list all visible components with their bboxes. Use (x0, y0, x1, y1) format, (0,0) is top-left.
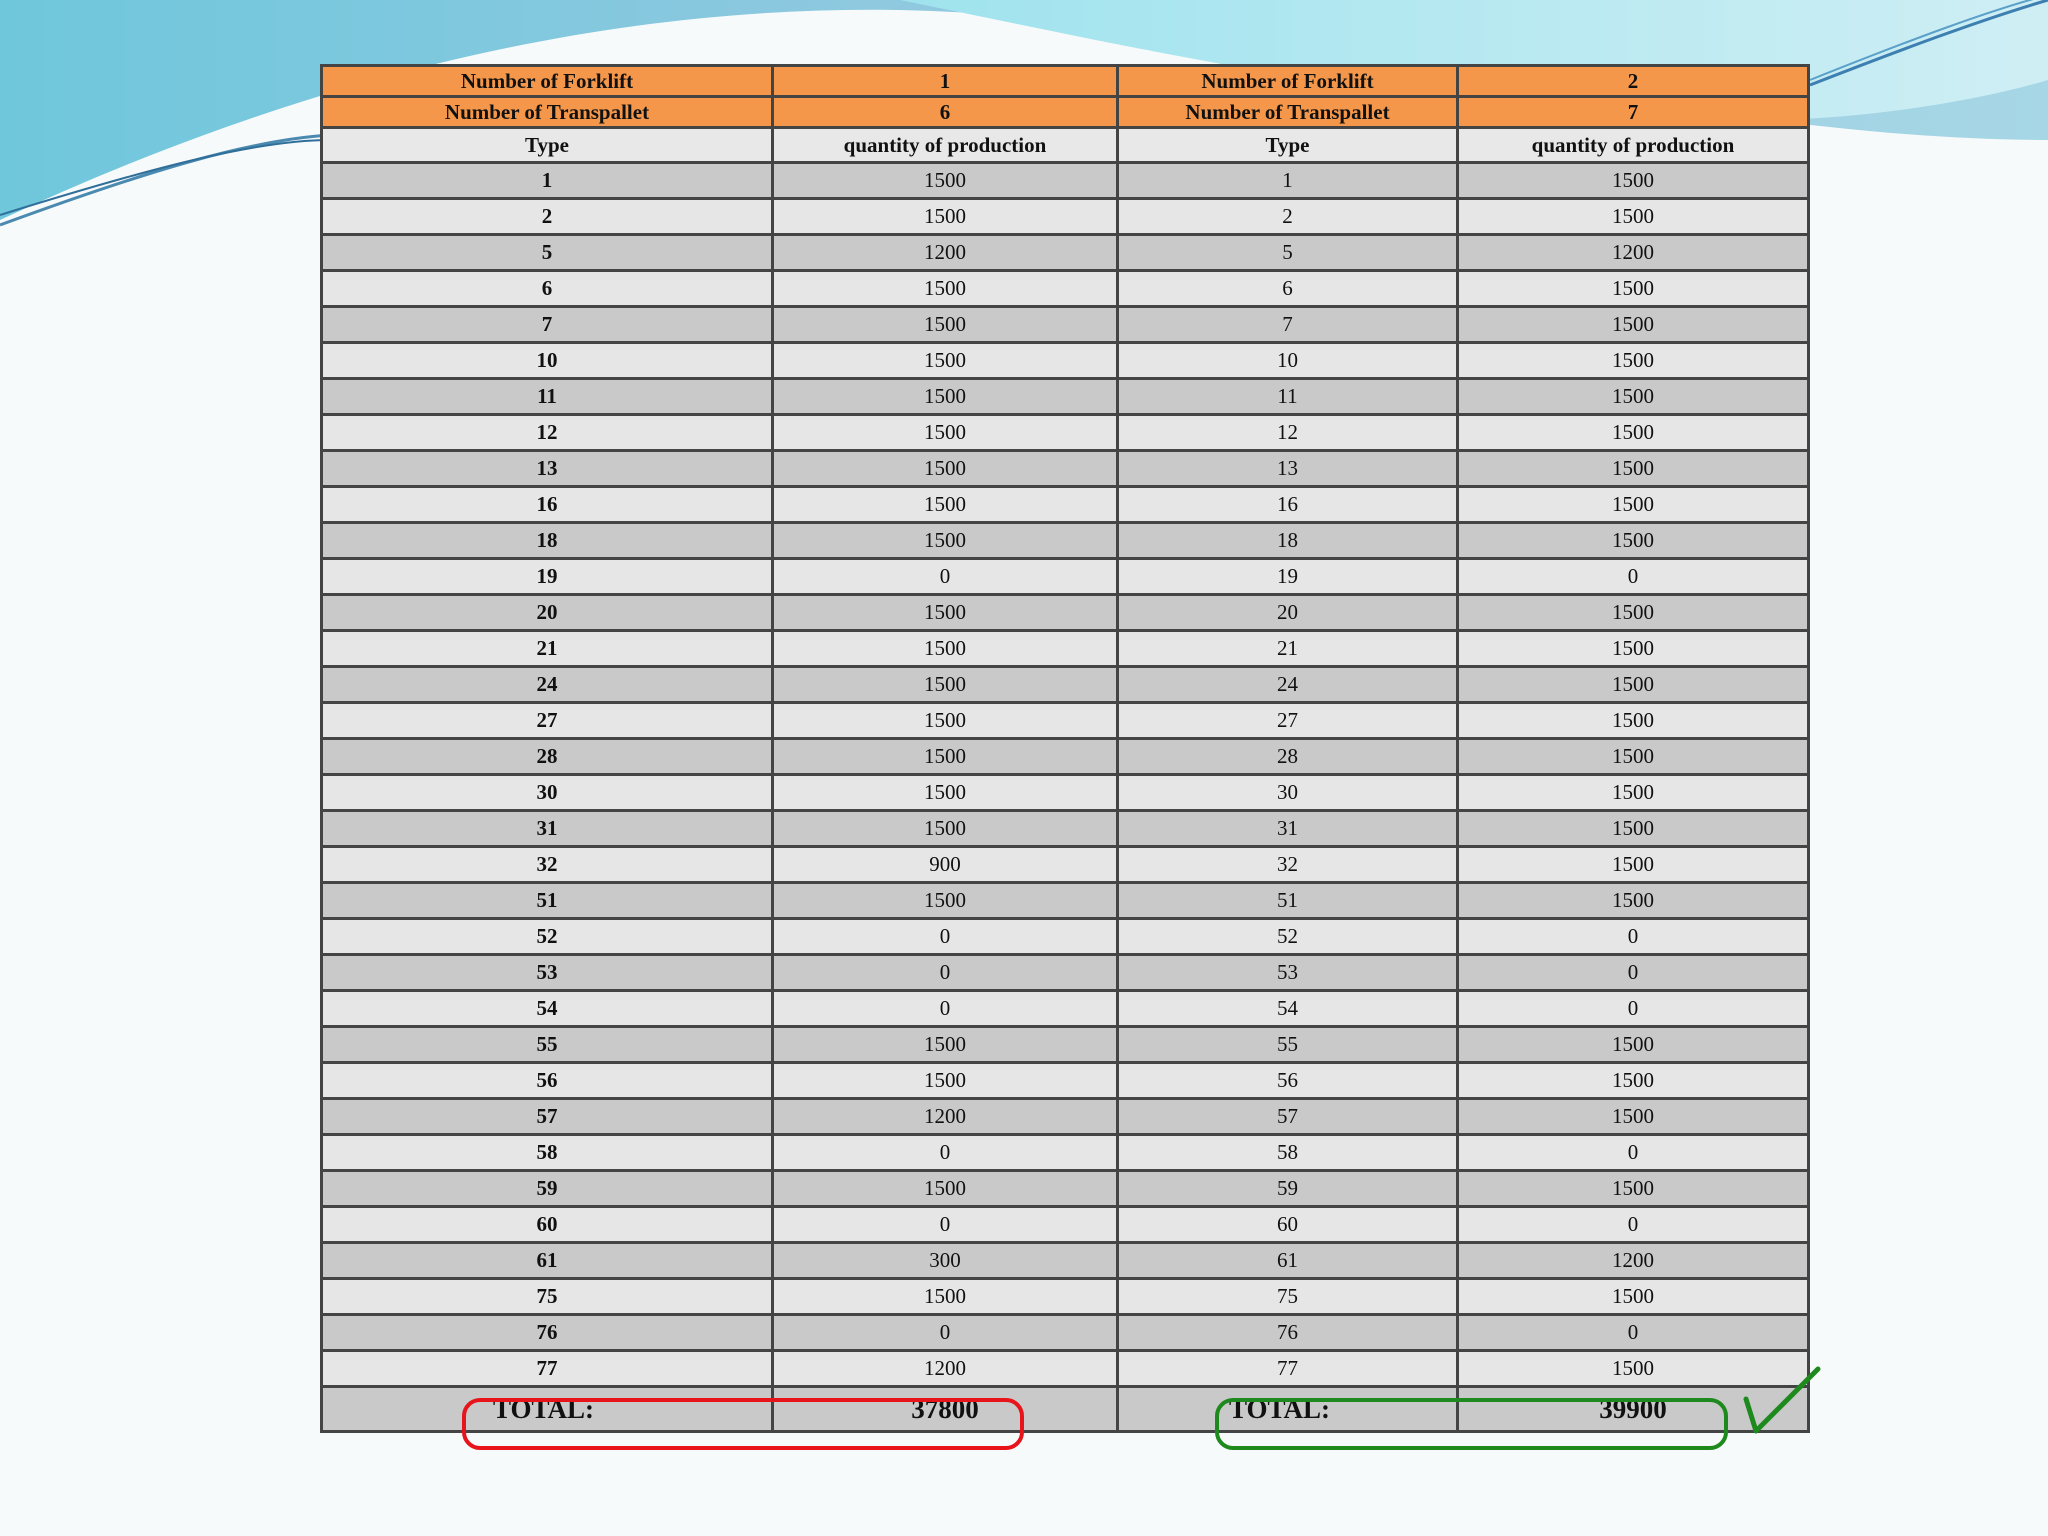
left-type-header: Type (322, 128, 773, 163)
right-quantity-cell: 1500 (1458, 271, 1809, 307)
right-type-cell: 75 (1118, 1279, 1458, 1315)
table-row (322, 1351, 1809, 1387)
table-row (322, 379, 1809, 415)
left-quantity-cell: 1500 (773, 523, 1118, 559)
right-type-cell: 19 (1118, 559, 1458, 595)
total-row (322, 1387, 1809, 1432)
left-type-cell: 59 (322, 1171, 773, 1207)
left-quantity-cell: 1500 (773, 1063, 1118, 1099)
right-quantity-cell: 1500 (1458, 595, 1809, 631)
table-row (322, 667, 1809, 703)
right-type-cell: 20 (1118, 595, 1458, 631)
table-row (322, 199, 1809, 235)
table-row (322, 523, 1809, 559)
right-quantity-cell: 1500 (1458, 487, 1809, 523)
right-forklift-value: 2 (1458, 66, 1809, 97)
left-type-cell: 57 (322, 1099, 773, 1135)
table-row (322, 1063, 1809, 1099)
table-row (322, 1099, 1809, 1135)
left-type-cell: 2 (322, 199, 773, 235)
left-type-cell: 53 (322, 955, 773, 991)
table-row (322, 235, 1809, 271)
table-row (322, 595, 1809, 631)
table-row (322, 883, 1809, 919)
right-quantity-cell: 1500 (1458, 379, 1809, 415)
left-quantity-cell: 1500 (773, 343, 1118, 379)
table-row (322, 559, 1809, 595)
left-quantity-cell: 1500 (773, 739, 1118, 775)
right-type-cell: 53 (1118, 955, 1458, 991)
right-type-cell: 7 (1118, 307, 1458, 343)
left-quantity-cell: 300 (773, 1243, 1118, 1279)
left-quantity-cell: 1500 (773, 667, 1118, 703)
right-type-cell: 61 (1118, 1243, 1458, 1279)
left-type-cell: 10 (322, 343, 773, 379)
right-quantity-cell: 1500 (1458, 1351, 1809, 1387)
right-quantity-cell: 1500 (1458, 631, 1809, 667)
left-type-cell: 75 (322, 1279, 773, 1315)
left-type-cell: 19 (322, 559, 773, 595)
right-type-cell: 1 (1118, 163, 1458, 199)
left-transpallet-value: 6 (773, 97, 1118, 128)
left-quantity-cell: 0 (773, 919, 1118, 955)
table-row (322, 1279, 1809, 1315)
table-row (322, 271, 1809, 307)
left-type-cell: 52 (322, 919, 773, 955)
right-type-cell: 76 (1118, 1315, 1458, 1351)
left-quantity-cell: 0 (773, 1135, 1118, 1171)
left-quantity-cell: 1500 (773, 307, 1118, 343)
right-type-cell: 11 (1118, 379, 1458, 415)
right-total-value: 39900 (1458, 1387, 1809, 1432)
left-quantity-cell: 1500 (773, 415, 1118, 451)
table-row (322, 163, 1809, 199)
right-quantity-cell: 0 (1458, 1207, 1809, 1243)
left-type-cell: 32 (322, 847, 773, 883)
left-type-cell: 61 (322, 1243, 773, 1279)
left-type-cell: 12 (322, 415, 773, 451)
left-type-cell: 56 (322, 1063, 773, 1099)
right-transpallet-value: 7 (1458, 97, 1809, 128)
right-quantity-cell: 1500 (1458, 1099, 1809, 1135)
left-type-cell: 7 (322, 307, 773, 343)
right-quantity-cell: 1500 (1458, 523, 1809, 559)
table-row (322, 451, 1809, 487)
right-type-cell: 24 (1118, 667, 1458, 703)
left-type-cell: 77 (322, 1351, 773, 1387)
right-quantity-cell: 1500 (1458, 847, 1809, 883)
left-forklift-label: Number of Forklift (322, 66, 773, 97)
right-quantity-cell: 1500 (1458, 811, 1809, 847)
table-row (322, 343, 1809, 379)
table-row (322, 631, 1809, 667)
left-quantity-cell: 900 (773, 847, 1118, 883)
right-type-cell: 32 (1118, 847, 1458, 883)
right-forklift-label: Number of Forklift (1118, 66, 1458, 97)
right-type-cell: 51 (1118, 883, 1458, 919)
left-total-label: TOTAL: (322, 1387, 773, 1432)
right-quantity-cell: 1500 (1458, 451, 1809, 487)
right-transpallet-label: Number of Transpallet (1118, 97, 1458, 128)
right-type-cell: 55 (1118, 1027, 1458, 1063)
left-quantity-cell: 1200 (773, 1351, 1118, 1387)
left-type-cell: 54 (322, 991, 773, 1027)
left-quantity-cell: 1500 (773, 811, 1118, 847)
table-row (322, 703, 1809, 739)
production-table-container (320, 64, 1807, 1433)
right-quantity-cell: 1500 (1458, 703, 1809, 739)
left-quantity-cell: 1500 (773, 379, 1118, 415)
left-type-cell: 1 (322, 163, 773, 199)
left-type-cell: 11 (322, 379, 773, 415)
right-quantity-cell: 1500 (1458, 163, 1809, 199)
right-quantity-cell: 1500 (1458, 1171, 1809, 1207)
left-type-cell: 60 (322, 1207, 773, 1243)
production-table (320, 64, 1810, 1433)
checkmark-icon (1742, 1365, 1822, 1440)
left-type-cell: 30 (322, 775, 773, 811)
right-type-cell: 13 (1118, 451, 1458, 487)
left-total-value: 37800 (773, 1387, 1118, 1432)
right-total-label: TOTAL: (1118, 1387, 1458, 1432)
right-quantity-cell: 1500 (1458, 739, 1809, 775)
left-quantity-cell: 1500 (773, 199, 1118, 235)
left-type-cell: 20 (322, 595, 773, 631)
left-quantity-cell: 1500 (773, 271, 1118, 307)
right-quantity-cell: 1500 (1458, 343, 1809, 379)
right-quantity-cell: 1500 (1458, 1027, 1809, 1063)
table-row (322, 811, 1809, 847)
right-quantity-cell: 1500 (1458, 199, 1809, 235)
right-type-cell: 21 (1118, 631, 1458, 667)
right-type-cell: 56 (1118, 1063, 1458, 1099)
table-row (322, 487, 1809, 523)
left-quantity-cell: 1500 (773, 703, 1118, 739)
left-type-cell: 16 (322, 487, 773, 523)
left-quantity-cell: 0 (773, 955, 1118, 991)
right-quantity-cell: 1500 (1458, 667, 1809, 703)
left-type-cell: 21 (322, 631, 773, 667)
left-type-cell: 6 (322, 271, 773, 307)
left-type-cell: 13 (322, 451, 773, 487)
right-type-cell: 12 (1118, 415, 1458, 451)
right-quantity-cell: 1500 (1458, 307, 1809, 343)
right-quantity-cell: 1200 (1458, 1243, 1809, 1279)
right-type-cell: 6 (1118, 271, 1458, 307)
right-quantity-cell: 0 (1458, 1135, 1809, 1171)
right-type-cell: 54 (1118, 991, 1458, 1027)
right-type-cell: 2 (1118, 199, 1458, 235)
left-quantity-cell: 0 (773, 1207, 1118, 1243)
left-type-cell: 51 (322, 883, 773, 919)
left-quantity-cell: 1200 (773, 1099, 1118, 1135)
right-quantity-cell: 0 (1458, 919, 1809, 955)
right-quantity-cell: 1500 (1458, 1279, 1809, 1315)
table-row (322, 1207, 1809, 1243)
right-quantity-cell: 1500 (1458, 883, 1809, 919)
left-quantity-cell: 1500 (773, 631, 1118, 667)
right-type-cell: 30 (1118, 775, 1458, 811)
right-quantity-cell: 0 (1458, 991, 1809, 1027)
table-row (322, 1243, 1809, 1279)
right-quantity-cell: 1500 (1458, 1063, 1809, 1099)
right-type-cell: 16 (1118, 487, 1458, 523)
table-row (322, 739, 1809, 775)
left-quantity-cell: 1500 (773, 487, 1118, 523)
left-type-cell: 18 (322, 523, 773, 559)
left-quantity-cell: 1500 (773, 163, 1118, 199)
right-type-header: Type (1118, 128, 1458, 163)
right-type-cell: 10 (1118, 343, 1458, 379)
left-transpallet-label: Number of Transpallet (322, 97, 773, 128)
right-type-cell: 18 (1118, 523, 1458, 559)
right-type-cell: 60 (1118, 1207, 1458, 1243)
table-row (322, 1135, 1809, 1171)
table-row (322, 991, 1809, 1027)
right-type-cell: 27 (1118, 703, 1458, 739)
left-quantity-header: quantity of production (773, 128, 1118, 163)
right-quantity-header: quantity of production (1458, 128, 1809, 163)
table-row (322, 919, 1809, 955)
right-type-cell: 28 (1118, 739, 1458, 775)
left-forklift-value: 1 (773, 66, 1118, 97)
header-row-forklift (322, 66, 1809, 97)
left-quantity-cell: 0 (773, 559, 1118, 595)
right-type-cell: 5 (1118, 235, 1458, 271)
left-quantity-cell: 1200 (773, 235, 1118, 271)
right-type-cell: 58 (1118, 1135, 1458, 1171)
left-type-cell: 5 (322, 235, 773, 271)
table-row (322, 1027, 1809, 1063)
left-quantity-cell: 1500 (773, 1279, 1118, 1315)
right-type-cell: 57 (1118, 1099, 1458, 1135)
left-type-cell: 28 (322, 739, 773, 775)
table-row (322, 1171, 1809, 1207)
right-type-cell: 77 (1118, 1351, 1458, 1387)
right-quantity-cell: 1500 (1458, 415, 1809, 451)
table-row (322, 415, 1809, 451)
table-row (322, 847, 1809, 883)
left-type-cell: 24 (322, 667, 773, 703)
left-quantity-cell: 1500 (773, 451, 1118, 487)
right-type-cell: 31 (1118, 811, 1458, 847)
left-quantity-cell: 0 (773, 991, 1118, 1027)
right-type-cell: 52 (1118, 919, 1458, 955)
table-row (322, 1315, 1809, 1351)
right-quantity-cell: 1200 (1458, 235, 1809, 271)
table-row (322, 955, 1809, 991)
header-row-transpallet (322, 97, 1809, 128)
left-type-cell: 76 (322, 1315, 773, 1351)
left-quantity-cell: 1500 (773, 775, 1118, 811)
left-quantity-cell: 1500 (773, 595, 1118, 631)
left-quantity-cell: 1500 (773, 883, 1118, 919)
column-header-row (322, 128, 1809, 163)
left-quantity-cell: 0 (773, 1315, 1118, 1351)
right-quantity-cell: 1500 (1458, 775, 1809, 811)
right-quantity-cell: 0 (1458, 955, 1809, 991)
right-quantity-cell: 0 (1458, 1315, 1809, 1351)
table-row (322, 775, 1809, 811)
table-row (322, 307, 1809, 343)
left-type-cell: 58 (322, 1135, 773, 1171)
right-type-cell: 59 (1118, 1171, 1458, 1207)
left-quantity-cell: 1500 (773, 1027, 1118, 1063)
left-type-cell: 55 (322, 1027, 773, 1063)
left-type-cell: 27 (322, 703, 773, 739)
right-quantity-cell: 0 (1458, 559, 1809, 595)
left-quantity-cell: 1500 (773, 1171, 1118, 1207)
left-type-cell: 31 (322, 811, 773, 847)
